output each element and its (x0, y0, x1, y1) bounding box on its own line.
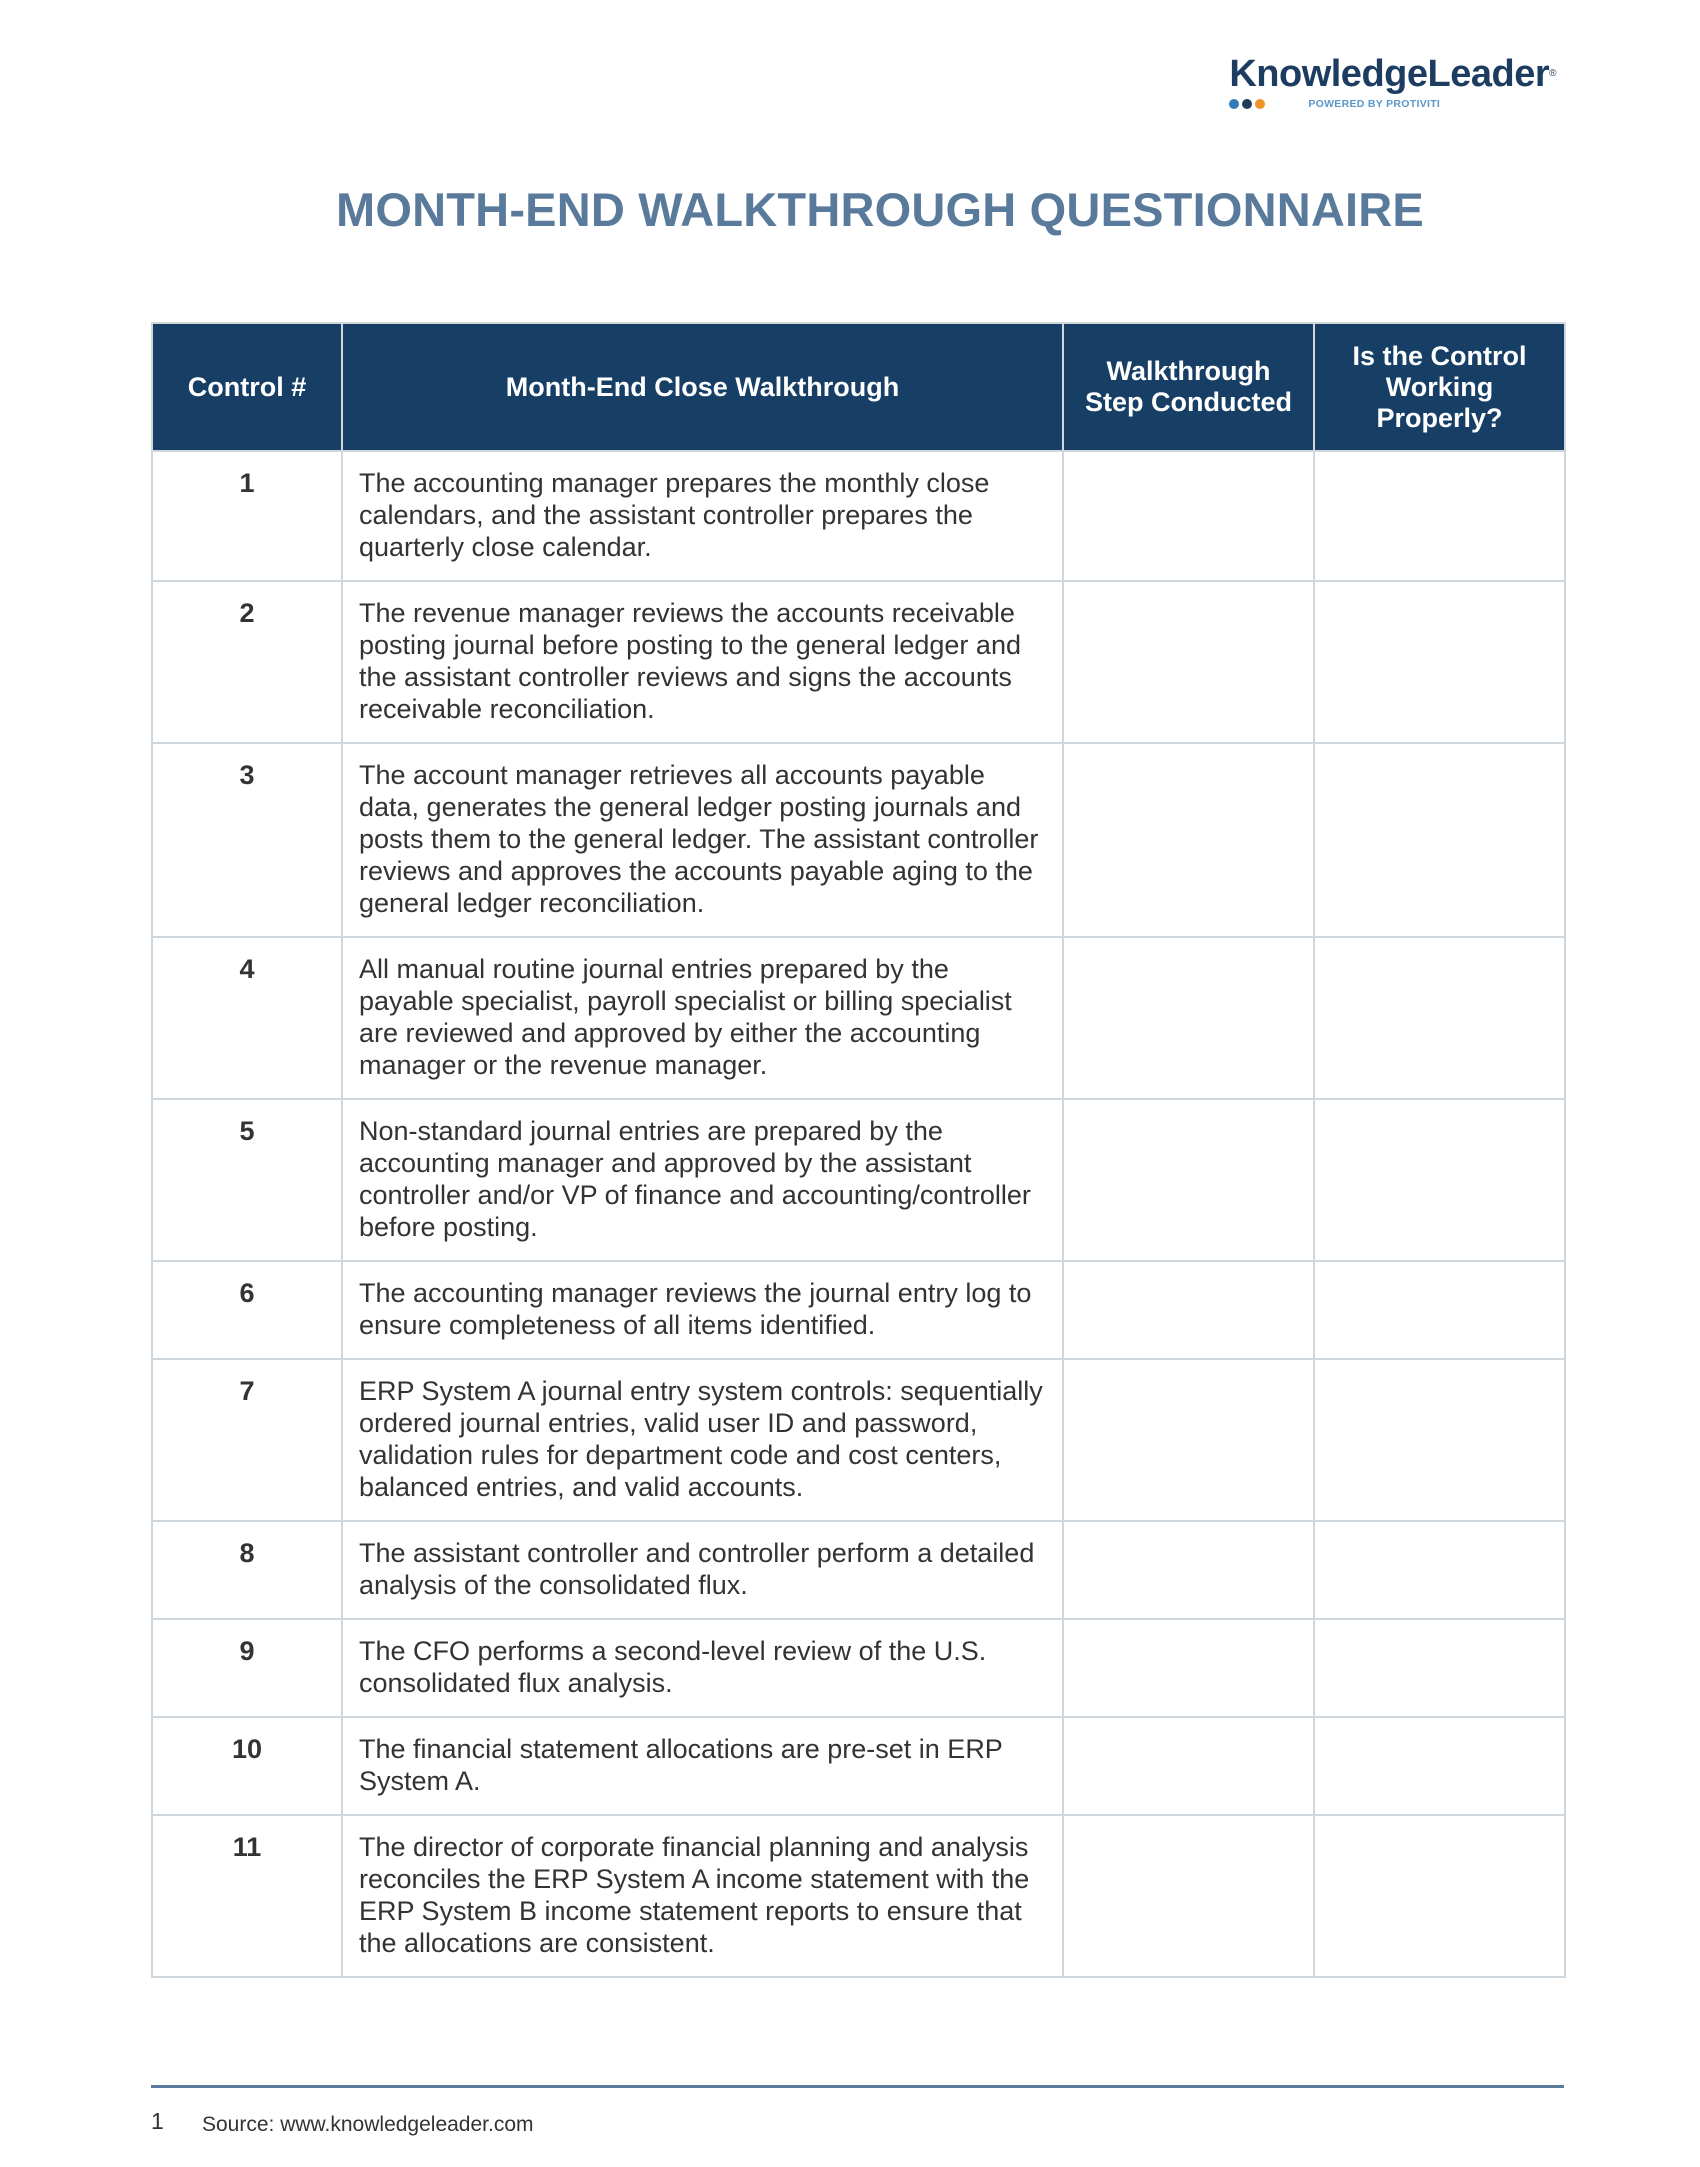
control-description: ERP System A journal entry system controls: sequentially ordered journal entries, valid user ID and password, validation rules for department code and cost centers, balanced entries, and valid accounts. (342, 1359, 1063, 1521)
control-number: 5 (152, 1099, 342, 1261)
control-number: 1 (152, 451, 342, 581)
knowledgeleader-logo (1229, 52, 1556, 110)
working-properly-cell[interactable] (1314, 1619, 1565, 1717)
step-conducted-cell[interactable] (1063, 743, 1314, 937)
working-properly-cell[interactable] (1314, 1521, 1565, 1619)
working-properly-cell[interactable] (1314, 1815, 1565, 1977)
working-properly-cell[interactable] (1314, 1099, 1565, 1261)
table-header-row (152, 323, 1565, 451)
step-conducted-cell[interactable] (1063, 1521, 1314, 1619)
working-properly-cell[interactable] (1314, 743, 1565, 937)
control-description: The accounting manager reviews the journal entry log to ensure completeness of all items identified. (342, 1261, 1063, 1359)
control-description: All manual routine journal entries prepared by the payable specialist, payroll specialist or billing specialist are reviewed and approved by either the accounting manager or the revenue manager. (342, 937, 1063, 1099)
header-step-conducted: Walkthrough Step Conducted (1063, 323, 1314, 451)
step-conducted-cell[interactable] (1063, 1815, 1314, 1977)
working-properly-cell[interactable] (1314, 1717, 1565, 1815)
control-number: 2 (152, 581, 342, 743)
walkthrough-table (151, 322, 1566, 1978)
control-description: The assistant controller and controller perform a detailed analysis of the consolidated flux. (342, 1521, 1063, 1619)
header-working-properly: Is the Control Working Properly? (1314, 323, 1565, 451)
header-control-number: Control # (152, 323, 342, 451)
working-properly-cell[interactable] (1314, 1261, 1565, 1359)
control-description: The CFO performs a second-level review of the U.S. consolidated flux analysis. (342, 1619, 1063, 1717)
working-properly-cell[interactable] (1314, 581, 1565, 743)
logo-dot-icon (1242, 99, 1252, 109)
control-number: 8 (152, 1521, 342, 1619)
step-conducted-cell[interactable] (1063, 451, 1314, 581)
step-conducted-cell[interactable] (1063, 1717, 1314, 1815)
table-row (152, 1717, 1565, 1815)
table-row (152, 1619, 1565, 1717)
control-description: The account manager retrieves all accounts payable data, generates the general ledger posting journals and posts them to the general ledger. The assistant controller reviews and approves the accounts payable aging to the general ledger reconciliation. (342, 743, 1063, 937)
control-number: 11 (152, 1815, 342, 1977)
control-description: Non-standard journal entries are prepared by the accounting manager and approved by the assistant controller and/or VP of finance and accounting/controller before posting. (342, 1099, 1063, 1261)
control-number: 6 (152, 1261, 342, 1359)
step-conducted-cell[interactable] (1063, 1619, 1314, 1717)
working-properly-cell[interactable] (1314, 451, 1565, 581)
control-number: 9 (152, 1619, 342, 1717)
table-row (152, 1261, 1565, 1359)
logo-tagline: POWERED BY PROTIVITI (1308, 98, 1441, 110)
page-title: MONTH-END WALKTHROUGH QUESTIONNAIRE (336, 183, 1424, 236)
table-row (152, 1815, 1565, 1977)
working-properly-cell[interactable] (1314, 1359, 1565, 1521)
control-description: The director of corporate financial planning and analysis reconciles the ERP System A income statement with the ERP System B income statement reports to ensure that the allocations are consistent. (342, 1815, 1063, 1977)
control-number: 4 (152, 937, 342, 1099)
control-description: The financial statement allocations are pre-set in ERP System A. (342, 1717, 1063, 1815)
control-number: 10 (152, 1717, 342, 1815)
control-number: 3 (152, 743, 342, 937)
step-conducted-cell[interactable] (1063, 1359, 1314, 1521)
table-row (152, 451, 1565, 581)
footer-divider (151, 2085, 1564, 2088)
source-note: Source: www.knowledgeleader.com (202, 2113, 534, 2136)
table-row (152, 581, 1565, 743)
step-conducted-cell[interactable] (1063, 937, 1314, 1099)
table-row (152, 743, 1565, 937)
table-row (152, 1359, 1565, 1521)
step-conducted-cell[interactable] (1063, 1261, 1314, 1359)
logo-tagline-row (1229, 98, 1556, 110)
header-walkthrough: Month-End Close Walkthrough (342, 323, 1063, 451)
table-row (152, 1521, 1565, 1619)
logo-dot-icon (1229, 99, 1239, 109)
table-row (152, 1099, 1565, 1261)
page-number: 1 (151, 2108, 164, 2134)
control-number: 7 (152, 1359, 342, 1521)
control-description: The accounting manager prepares the monthly close calendars, and the assistant controller prepares the quarterly close calendar. (342, 451, 1063, 581)
logo-name: KnowledgeLeader (1229, 53, 1550, 95)
step-conducted-cell[interactable] (1063, 1099, 1314, 1261)
table-row (152, 937, 1565, 1099)
logo-trademark: ® (1549, 68, 1556, 79)
logo-dot-icon (1255, 99, 1265, 109)
control-description: The revenue manager reviews the accounts receivable posting journal before posting to the general ledger and the assistant controller reviews and signs the accounts receivable reconciliation. (342, 581, 1063, 743)
step-conducted-cell[interactable] (1063, 581, 1314, 743)
working-properly-cell[interactable] (1314, 937, 1565, 1099)
